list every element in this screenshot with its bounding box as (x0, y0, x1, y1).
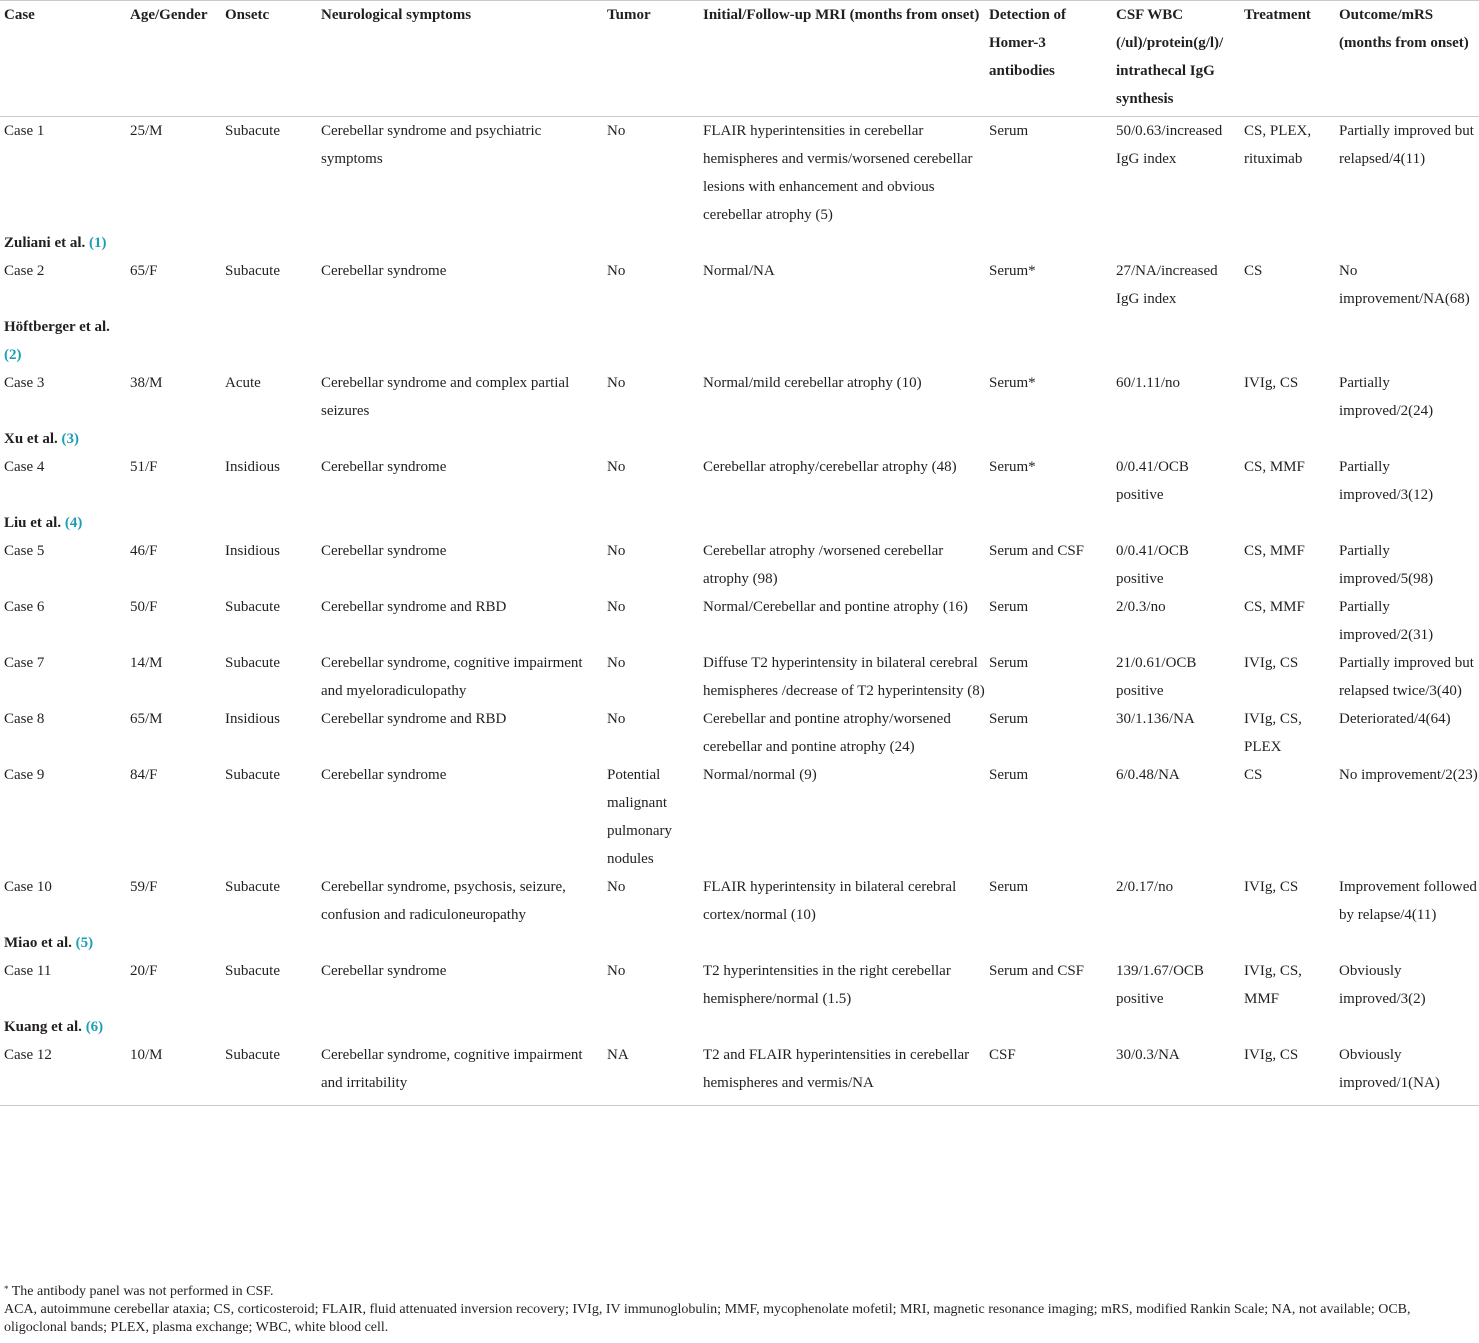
cell-csf: 60/1.11/no (1116, 375, 1181, 391)
table-row (0, 705, 1479, 761)
cell-tumor: No (607, 963, 626, 979)
cell-treatment: CS (1244, 263, 1263, 279)
cell-csf: 30/0.3/NA (1116, 1047, 1180, 1063)
cell-csf: 2/0.3/no (1116, 599, 1166, 615)
empty-cell (1335, 1013, 1479, 1041)
empty-cell (603, 425, 699, 453)
header-neurological-symptoms: Neurological symptoms (321, 7, 472, 23)
cell-neurological-symptoms: Cerebellar syndrome and RBD (321, 599, 507, 615)
reference-row (0, 1013, 1479, 1041)
cell-csf: 0/0.41/OCB positive (1116, 459, 1189, 503)
cell-onset: Subacute (225, 879, 280, 895)
empty-cell (126, 509, 221, 537)
footnote (4, 1283, 1474, 1301)
cell-treatment: CS, MMF (1244, 543, 1305, 559)
empty-cell (126, 229, 221, 257)
reference-row (0, 509, 1479, 537)
reference-citation-link[interactable]: (4) (64, 515, 83, 531)
cell-homer3-detection: Serum and CSF (989, 543, 1085, 559)
reference-row (0, 929, 1479, 957)
cell-csf: 0/0.41/OCB positive (1116, 543, 1189, 587)
cell-mri: Normal/mild cerebellar atrophy (10) (703, 375, 922, 391)
reference-row (0, 313, 1479, 369)
cell-age-gender: 65/F (130, 263, 158, 279)
cell-outcome: Partially improved/2(24) (1339, 375, 1434, 419)
cell-age-gender: 25/M (130, 123, 163, 139)
cell-mri: FLAIR hyperintensities in cerebellar hemispheres and vermis/worsened cerebellar lesions with enhancement and obvious cerebellar atrophy (5) (703, 123, 973, 223)
reference-citation-link[interactable]: (6) (85, 1019, 104, 1035)
cell-outcome: Deteriorated/4(64) (1339, 711, 1451, 727)
cell-outcome: No improvement/2(23) (1339, 767, 1478, 783)
cell-age-gender: 14/M (130, 655, 163, 671)
table-row (0, 761, 1479, 873)
cell-case: Case 9 (4, 767, 45, 783)
cell-tumor: No (607, 123, 626, 139)
empty-cell (699, 229, 985, 257)
cell-age-gender: 59/F (130, 879, 158, 895)
cell-case: Case 1 (4, 123, 45, 139)
reference-cell (0, 1013, 126, 1041)
table-row (0, 537, 1479, 593)
cell-age-gender: 20/F (130, 963, 158, 979)
empty-cell (1335, 229, 1479, 257)
empty-cell (1112, 229, 1240, 257)
cell-onset: Subacute (225, 263, 280, 279)
cell-tumor: No (607, 375, 626, 391)
empty-cell (699, 929, 985, 957)
empty-cell (1112, 509, 1240, 537)
cell-homer3-detection: Serum (989, 767, 1029, 783)
empty-cell (221, 1013, 317, 1041)
cell-tumor: No (607, 263, 626, 279)
cell-onset: Subacute (225, 963, 280, 979)
empty-cell (1112, 1013, 1240, 1041)
cell-neurological-symptoms: Cerebellar syndrome (321, 767, 447, 783)
reference-cell (0, 313, 126, 369)
empty-cell (1240, 425, 1335, 453)
cell-case: Case 6 (4, 599, 45, 615)
cell-case: Case 4 (4, 459, 45, 475)
cell-age-gender: 46/F (130, 543, 158, 559)
cell-mri: Normal/normal (9) (703, 767, 817, 783)
empty-cell (317, 929, 603, 957)
cell-tumor: No (607, 543, 626, 559)
reference-cell (0, 425, 126, 453)
empty-cell (699, 425, 985, 453)
table-row (0, 369, 1479, 425)
empty-cell (1112, 425, 1240, 453)
empty-cell (221, 425, 317, 453)
empty-cell (317, 1013, 603, 1041)
header-mri: Initial/Follow-up MRI (months from onset) (703, 7, 980, 23)
cell-case: Case 12 (4, 1047, 52, 1063)
empty-cell (221, 509, 317, 537)
reference-citation-link[interactable]: (3) (61, 431, 79, 447)
table-footnotes (4, 1283, 1474, 1337)
table-body (0, 117, 1479, 1106)
cell-homer3-detection: Serum (989, 123, 1029, 139)
cell-csf: 2/0.17/no (1116, 879, 1174, 895)
cell-mri: Cerebellar and pontine atrophy/worsened cerebellar and pontine atrophy (24) (703, 711, 951, 755)
reference-row (0, 229, 1479, 257)
table-row (0, 649, 1479, 705)
cell-mri: Normal/NA (703, 263, 775, 279)
empty-cell (985, 425, 1112, 453)
empty-cell (317, 313, 603, 369)
empty-cell (1240, 509, 1335, 537)
header-case: Case (4, 7, 35, 23)
cell-treatment: CS, MMF (1244, 459, 1305, 475)
header-homer3-detection: Detection of Homer-3 antibodies (989, 7, 1067, 79)
header-outcome: Outcome/mRS (months from onset) (1339, 7, 1469, 51)
cell-tumor: Potential malignant pulmonary nodules (607, 767, 672, 867)
cell-tumor: No (607, 459, 626, 475)
reference-author: Höftberger et al. (4, 319, 110, 335)
cell-outcome: Partially improved/2(31) (1339, 599, 1434, 643)
empty-cell (1335, 313, 1479, 369)
empty-cell (985, 929, 1112, 957)
reference-author: Xu et al. (4, 431, 58, 447)
empty-cell (985, 229, 1112, 257)
cell-treatment: IVIg, CS (1244, 1047, 1299, 1063)
cell-outcome: Improvement followed by relapse/4(11) (1339, 879, 1477, 923)
cell-outcome: Obviously improved/3(2) (1339, 963, 1426, 1007)
cell-neurological-symptoms: Cerebellar syndrome and RBD (321, 711, 507, 727)
cell-tumor: No (607, 599, 626, 615)
cell-onset: Subacute (225, 599, 280, 615)
reference-author: Liu et al. (4, 515, 62, 531)
cell-age-gender: 84/F (130, 767, 158, 783)
empty-cell (1335, 425, 1479, 453)
cell-csf: 50/0.63/increased IgG index (1116, 123, 1223, 167)
empty-cell (1335, 929, 1479, 957)
cell-mri: Cerebellar atrophy/cerebellar atrophy (48) (703, 459, 957, 475)
cell-treatment: IVIg, CS (1244, 375, 1299, 391)
cell-neurological-symptoms: Cerebellar syndrome (321, 543, 447, 559)
empty-cell (699, 1013, 985, 1041)
cell-treatment: IVIg, CS, PLEX (1244, 711, 1302, 755)
cell-age-gender: 38/M (130, 375, 163, 391)
cell-homer3-detection: Serum* (989, 263, 1036, 279)
table-row (0, 957, 1479, 1013)
cell-age-gender: 51/F (130, 459, 158, 475)
empty-cell (1112, 929, 1240, 957)
cell-case: Case 7 (4, 655, 45, 671)
cell-homer3-detection: Serum* (989, 375, 1036, 391)
cell-case: Case 8 (4, 711, 45, 727)
cell-treatment: CS, MMF (1244, 599, 1305, 615)
empty-cell (126, 313, 221, 369)
cell-neurological-symptoms: Cerebellar syndrome and psychiatric symptoms (321, 123, 542, 167)
cell-case: Case 2 (4, 263, 45, 279)
cell-case: Case 10 (4, 879, 52, 895)
empty-cell (221, 313, 317, 369)
cell-outcome: No improvement/NA(68) (1339, 263, 1470, 307)
reference-citation-link[interactable]: (1) (89, 235, 107, 251)
reference-row (0, 425, 1479, 453)
cell-csf: 139/1.67/OCB positive (1116, 963, 1204, 1007)
cell-homer3-detection: Serum (989, 655, 1029, 671)
cell-neurological-symptoms: Cerebellar syndrome and complex partial seizures (321, 375, 570, 419)
empty-cell (1112, 313, 1240, 369)
header-csf: CSF WBC (/ul)/protein(g/l)/ intrathecal IgG synthesis (1116, 7, 1224, 107)
table-row (0, 593, 1479, 649)
empty-cell (985, 313, 1112, 369)
reference-cell (0, 229, 126, 257)
cell-homer3-detection: Serum* (989, 459, 1036, 475)
empty-cell (603, 1013, 699, 1041)
cell-onset: Insidious (225, 543, 281, 559)
empty-cell (126, 929, 221, 957)
empty-cell (699, 313, 985, 369)
cell-treatment: IVIg, CS (1244, 655, 1299, 671)
cell-treatment: CS, PLEX, rituximab (1244, 123, 1312, 167)
empty-cell (603, 509, 699, 537)
reference-citation-link[interactable]: (2) (4, 347, 22, 363)
reference-cell (0, 929, 126, 957)
empty-cell (985, 1013, 1112, 1041)
cell-age-gender: 50/F (130, 599, 158, 615)
cell-onset: Subacute (225, 767, 280, 783)
cell-mri: Diffuse T2 hyperintensity in bilateral cerebral hemispheres /decrease of T2 hyperintensity (8) (703, 655, 985, 699)
empty-cell (221, 929, 317, 957)
cell-neurological-symptoms: Cerebellar syndrome, cognitive impairment and myeloradiculopathy (321, 655, 583, 699)
table-row (0, 257, 1479, 313)
cell-mri: Normal/Cerebellar and pontine atrophy (16) (703, 599, 968, 615)
header-treatment: Treatment (1244, 7, 1311, 23)
cell-mri: Cerebellar atrophy /worsened cerebellar atrophy (98) (703, 543, 944, 587)
empty-cell (1240, 229, 1335, 257)
empty-cell (699, 509, 985, 537)
footnote-mark: * (4, 1284, 9, 1294)
empty-cell (603, 313, 699, 369)
header-onset: Onsetc (225, 7, 270, 23)
cell-tumor: NA (607, 1047, 629, 1063)
cell-outcome: Partially improved/3(12) (1339, 459, 1434, 503)
cell-onset: Subacute (225, 655, 280, 671)
cell-onset: Insidious (225, 711, 281, 727)
cell-outcome: Partially improved but relapsed twice/3(40) (1339, 655, 1474, 699)
cell-age-gender: 65/M (130, 711, 163, 727)
cell-treatment: IVIg, CS, MMF (1244, 963, 1302, 1007)
reference-cell (0, 509, 126, 537)
reference-author: Kuang et al. (4, 1019, 82, 1035)
cell-neurological-symptoms: Cerebellar syndrome, cognitive impairment and irritability (321, 1047, 583, 1091)
cell-neurological-symptoms: Cerebellar syndrome, psychosis, seizure, confusion and radiculoneuropathy (321, 879, 566, 923)
table-row (0, 1041, 1479, 1106)
empty-cell (126, 425, 221, 453)
cell-onset: Subacute (225, 1047, 280, 1063)
header-age-gender: Age/Gender (130, 7, 208, 23)
cell-mri: T2 hyperintensities in the right cerebellar hemisphere/normal (1.5) (703, 963, 951, 1007)
cell-case: Case 3 (4, 375, 45, 391)
abbreviations: ACA, autoimmune cerebellar ataxia; CS, corticosteroid; FLAIR, fluid attenuated inversion recovery; IVIg, IV immunoglobulin; MMF, mycophenolate mofetil; MRI, magnetic resonance imaging; mRS, modified Rankin Scale; NA, not available; OCB, oligoclonal bands; PLEX, plasma exchange; WBC, white blood cell. (4, 1302, 1411, 1335)
cell-onset: Acute (225, 375, 261, 391)
header-row (0, 1, 1479, 117)
cell-csf: 6/0.48/NA (1116, 767, 1180, 783)
empty-cell (317, 229, 603, 257)
cell-homer3-detection: Serum (989, 599, 1029, 615)
empty-cell (126, 1013, 221, 1041)
cell-treatment: CS (1244, 767, 1263, 783)
empty-cell (221, 229, 317, 257)
empty-cell (1240, 1013, 1335, 1041)
cell-onset: Subacute (225, 123, 280, 139)
cell-csf: 30/1.136/NA (1116, 711, 1195, 727)
empty-cell (603, 929, 699, 957)
cell-onset: Insidious (225, 459, 281, 475)
cell-homer3-detection: CSF (989, 1047, 1016, 1063)
cell-outcome: Partially improved but relapsed/4(11) (1339, 123, 1474, 167)
header-tumor: Tumor (607, 7, 651, 23)
empty-cell (317, 509, 603, 537)
cell-homer3-detection: Serum (989, 879, 1029, 895)
reference-author: Miao et al. (4, 935, 72, 951)
footnote-text: The antibody panel was not performed in CSF. (11, 1284, 274, 1299)
empty-cell (317, 425, 603, 453)
cell-homer3-detection: Serum (989, 711, 1029, 727)
cell-csf: 21/0.61/OCB positive (1116, 655, 1197, 699)
cell-mri: FLAIR hyperintensity in bilateral cerebral cortex/normal (10) (703, 879, 957, 923)
cell-tumor: No (607, 711, 626, 727)
cell-csf: 27/NA/increased IgG index (1116, 263, 1218, 307)
cell-age-gender: 10/M (130, 1047, 163, 1063)
reference-citation-link[interactable]: (5) (75, 935, 94, 951)
empty-cell (1240, 929, 1335, 957)
reference-author: Zuliani et al. (4, 235, 86, 251)
cell-neurological-symptoms: Cerebellar syndrome (321, 263, 447, 279)
empty-cell (1335, 509, 1479, 537)
cell-homer3-detection: Serum and CSF (989, 963, 1085, 979)
cell-neurological-symptoms: Cerebellar syndrome (321, 459, 447, 475)
cell-case: Case 5 (4, 543, 45, 559)
cell-tumor: No (607, 655, 626, 671)
table-row (0, 453, 1479, 509)
table-row (0, 117, 1479, 230)
cell-mri: T2 and FLAIR hyperintensities in cerebellar hemispheres and vermis/NA (703, 1047, 970, 1091)
cell-tumor: No (607, 879, 626, 895)
empty-cell (1240, 313, 1335, 369)
table-row (0, 873, 1479, 929)
empty-cell (603, 229, 699, 257)
cell-treatment: IVIg, CS (1244, 879, 1299, 895)
cell-neurological-symptoms: Cerebellar syndrome (321, 963, 447, 979)
cell-outcome: Partially improved/5(98) (1339, 543, 1434, 587)
cell-outcome: Obviously improved/1(NA) (1339, 1047, 1440, 1091)
empty-cell (985, 509, 1112, 537)
cell-case: Case 11 (4, 963, 52, 979)
